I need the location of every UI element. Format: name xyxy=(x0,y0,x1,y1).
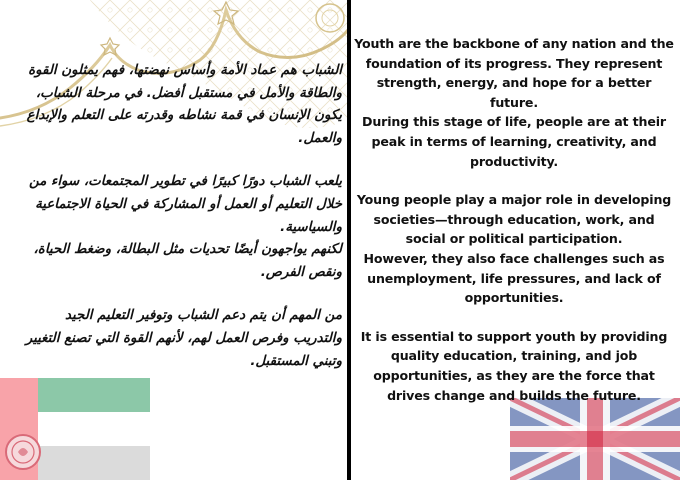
english-paragraph-4: However, they also face challenges such as unemployment, life pressures, and lack of opportunities. xyxy=(363,250,665,306)
english-text-block xyxy=(353,34,675,405)
arabic-paragraph-1: الشباب هم عماد الأمة وأساس نهضتها، فهم يمثلون القوة والطاقة والأمل في مستقبل أفضل. في مرحلة الشباب، يكون الإنسان في قمة نشاطه وقدرته على التعلم والإبداع والعمل. xyxy=(26,63,342,146)
english-paragraph-3: Young people play a major role in developing societies—through education, work, and social or political participation. xyxy=(356,192,672,247)
arabic-text-block xyxy=(12,60,342,373)
english-paragraph-1: Youth are the backbone of any nation and the foundation of its progress. They represent strength, energy, and hope for a better future. xyxy=(354,36,674,110)
seal-icon xyxy=(4,432,42,472)
english-paragraph-2: During this stage of life, people are at their peak in terms of learning, creativity, and productivity. xyxy=(362,114,666,169)
english-paragraph-5: It is essential to support youth by providing quality education, training, and job opportunities, as they are the force that drives change and builds the future. xyxy=(360,328,668,403)
arabic-paragraph-2: يلعب الشباب دورًا كبيرًا في تطوير المجتمعات، سواء من خلال التعليم أو العمل أو المشاركة في الحياة الاجتماعية والسياسية. xyxy=(29,174,342,235)
arabic-paragraph-2b: لكنهم يواجهون أيضًا تحديات مثل البطالة، وضغط الحياة، ونقص الفرص. xyxy=(33,242,342,280)
arabic-paragraph-3: من المهم أن يتم دعم الشباب وتوفير التعليم الجيد والتدريب وفرص العمل لهم، لأنهم القوة التي تصنع التغيير وتبني المستقبل. xyxy=(25,308,342,369)
english-panel xyxy=(351,0,680,480)
uk-flag-icon xyxy=(510,398,680,480)
